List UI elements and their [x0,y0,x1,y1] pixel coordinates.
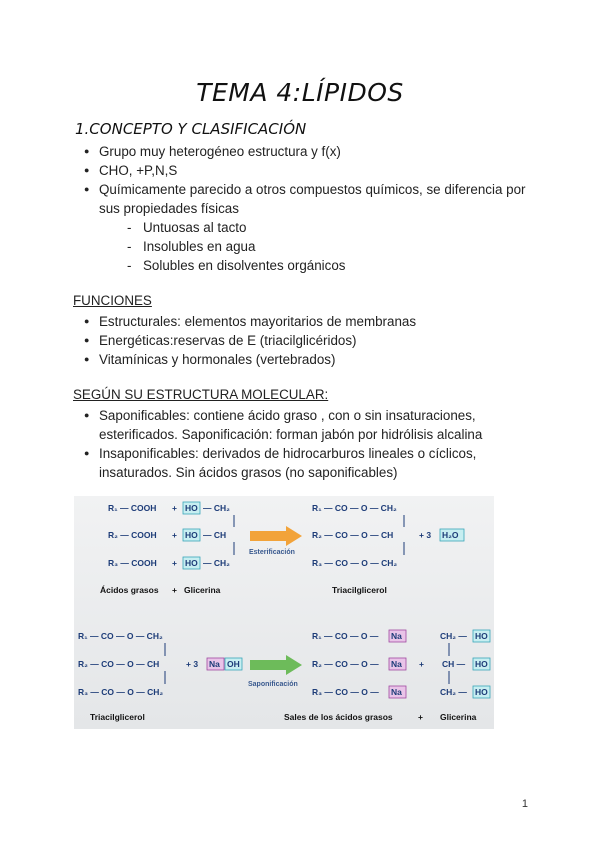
label-triacilglicerol: Triacilglicerol [90,712,145,722]
ho-group: HO [185,503,198,513]
tg-row: R₂ — CO — O — CH [78,659,160,669]
label-glicerina: Glicerina [184,585,221,595]
glycerin-carbon: CH₂ — [440,687,467,697]
list-item: ● Vitamínicas y hormonales (vertebrados) [80,350,540,369]
estructura-heading: SEGÚN SU ESTRUCTURA MOLECULAR: [73,387,329,402]
label-plus: + [172,585,177,595]
label-plus: + [418,712,423,722]
sub-list-item: - Insolubles en agua [80,237,540,256]
list-item: ● CHO, +P,N,S [80,161,540,180]
salt-row: R₃ — CO — O — [312,687,379,697]
acid-2: R₂ — COOH [108,530,157,540]
glycerin-carbon: CH₂ — [440,631,467,641]
ho-group: HO [185,530,198,540]
funciones-heading: FUNCIONES [73,293,152,308]
esterification-arrow [250,526,302,546]
label-triacilglicerol: Triacilglicerol [332,585,387,595]
glycerol-carbon: — CH₂ [203,558,230,568]
glycerol-carbon: — CH [203,530,227,540]
list-item: ● Energéticas:reservas de E (triacilglicéridos) [80,331,540,350]
label-acidos-grasos: Ácidos grasos [100,585,159,595]
list-item: ● Grupo muy heterogéneo estructura y f(x) [80,142,540,161]
list-item: ● Insaponificables: derivados de hidrocarburos lineales o cíclicos, insaturados. Sin ácidos grasos (no saponificables) [80,444,540,482]
salt-row: R₂ — CO — O — [312,659,379,669]
acid-1: R₁ — COOH [108,503,157,513]
plus-sign: + [419,659,424,669]
sub-list-item: - Untuosas al tacto [80,218,540,237]
reactions-diagram [74,496,494,729]
tg-row: R₃ — CO — O — CH₂ [78,687,164,697]
tg-row: R₁ — CO — O — CH₂ [78,631,163,641]
list-item: ● Químicamente parecido a otros compuestos químicos, se diferencia por sus propiedades físicas [80,180,540,218]
label-glicerina: Glicerina [440,712,477,722]
water-molecule: H₂O [442,530,459,540]
glycerol-carbon: — CH₂ [203,503,230,513]
page-title: TEMA 4:LÍPIDOS [196,78,404,107]
tg-row: R₁ — CO — O — CH₂ [312,503,397,513]
list-item: ● Saponificables: contiene ácido graso , con o sin insaturaciones, esterificados. Saponificación: forman jabón por hidrólisis alcalina [80,406,540,444]
na-ion: Na [391,687,402,697]
tg-row: R₃ — CO — O — CH₂ [312,558,398,568]
na-ion: Na [391,631,402,641]
salt-row: R₁ — CO — O — [312,631,379,641]
concepto-list [80,142,540,275]
page-number: 1 [521,798,528,810]
esterification-label: Esterificación [249,549,295,556]
glycerin-carbon: CH — [442,659,466,669]
base-coefficient: + 3 [186,659,199,669]
sub-list-item: - Solubles en disolventes orgánicos [80,256,540,275]
funciones-list [80,312,540,369]
water-coefficient: + 3 [419,530,432,540]
ho-group: HO [475,631,488,641]
oh-ion: OH [227,659,240,669]
label-sales: Sales de los ácidos grasos [284,712,393,722]
ho-group: HO [185,558,198,568]
ho-group: HO [475,659,488,669]
acid-3: R₃ — COOH [108,558,157,568]
na-ion: Na [209,659,220,669]
plus-sign: + [172,530,177,540]
na-ion: Na [391,659,402,669]
lipid-reactions-figure [74,496,494,729]
tg-row: R₂ — CO — O — CH [312,530,394,540]
estructura-list [80,406,540,482]
saponification-arrow [250,655,302,675]
saponification-label: Saponificación [248,681,298,688]
plus-sign: + [172,503,177,513]
section-heading-concepto: 1.CONCEPTO Y CLASIFICACIÓN [75,120,307,138]
list-item: ● Estructurales: elementos mayoritarios de membranas [80,312,540,331]
ho-group: HO [475,687,488,697]
plus-sign: + [172,558,177,568]
